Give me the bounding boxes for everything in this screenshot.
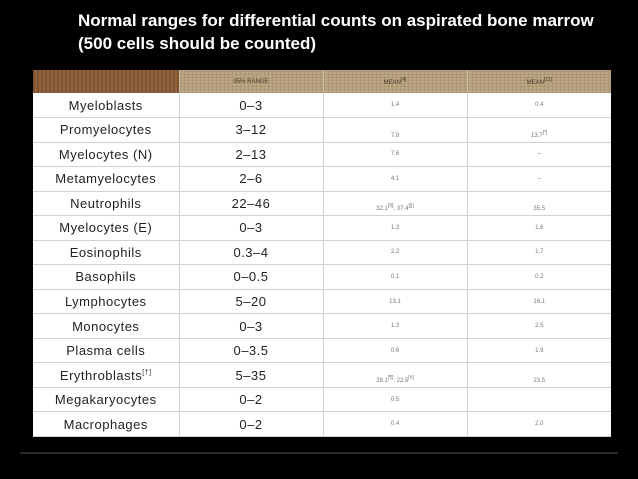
cell-range: 0–2 xyxy=(179,412,323,437)
cell-mean-b: 35.5 xyxy=(467,191,611,216)
table-row xyxy=(33,265,611,290)
cell-mean-a: 1.3 xyxy=(323,216,467,241)
cell-mean-b: 23.5 xyxy=(467,363,611,388)
cell-mean-b: 13.7[*] xyxy=(467,118,611,143)
table-row xyxy=(33,387,611,412)
cell-mean-a: 7.8 xyxy=(323,118,467,143)
slide-title: Normal ranges for differential counts on aspirated bone marrow (500 cells should be counted) xyxy=(78,11,594,53)
cell-range: 3–12 xyxy=(179,118,323,143)
cell-range: 0–3.5 xyxy=(179,338,323,363)
cell-name: Myeloblasts xyxy=(33,93,179,118)
table-header-row xyxy=(33,70,611,93)
cell-range: 0–3 xyxy=(179,314,323,339)
cell-name: Megakaryocytes xyxy=(33,387,179,412)
cell-name: Erythroblasts[†] xyxy=(33,363,179,388)
cell-name: Monocytes xyxy=(33,314,179,339)
cell-name: Promyelocytes xyxy=(33,118,179,143)
table-row xyxy=(33,216,611,241)
cell-name: Myelocytes (N) xyxy=(33,142,179,167)
cell-mean-b: 0.2 xyxy=(467,265,611,290)
table-row xyxy=(33,93,611,118)
cell-name: Macrophages xyxy=(33,412,179,437)
cell-name: Basophils xyxy=(33,265,179,290)
cell-name: Lymphocytes xyxy=(33,289,179,314)
cell-range: 0–2 xyxy=(179,387,323,412)
cell-range: 0–0.5 xyxy=(179,265,323,290)
cell-mean-a: 28.1[¶]; 22.5[#] xyxy=(323,363,467,388)
cell-mean-a: 0.4 xyxy=(323,412,467,437)
cell-range: 2–6 xyxy=(179,167,323,192)
differential-count-table xyxy=(33,70,611,437)
cell-range: 0–3 xyxy=(179,216,323,241)
cell-mean-b: 2.5 xyxy=(467,314,611,339)
cell-mean-a: 32.1[§]; 37.4[||] xyxy=(323,191,467,216)
cell-mean-b: 2.0 xyxy=(467,412,611,437)
cell-mean-a: 0.1 xyxy=(323,265,467,290)
cell-range: 0–3 xyxy=(179,93,323,118)
cell-mean-a: 13.1 xyxy=(323,289,467,314)
cell-range: 5–35 xyxy=(179,363,323,388)
cell-mean-b: 1.9 xyxy=(467,338,611,363)
table-row xyxy=(33,314,611,339)
table-row xyxy=(33,412,611,437)
cell-mean-a: 4.1 xyxy=(323,167,467,192)
cell-range: 2–13 xyxy=(179,142,323,167)
table-row xyxy=(33,118,611,143)
cell-name: Metamyelocytes xyxy=(33,167,179,192)
cell-mean-a: 1.3 xyxy=(323,314,467,339)
cell-mean-b xyxy=(467,387,611,412)
table-row xyxy=(33,289,611,314)
footer-divider xyxy=(20,452,618,454)
cell-mean-a: 0.6 xyxy=(323,338,467,363)
table-row xyxy=(33,240,611,265)
cell-mean-b: 1.6 xyxy=(467,216,611,241)
cell-mean-a: 0.5 xyxy=(323,387,467,412)
cell-mean-a: 2.2 xyxy=(323,240,467,265)
cell-range: 5–20 xyxy=(179,289,323,314)
cell-mean-b: 0.4 xyxy=(467,93,611,118)
cell-range: 22–46 xyxy=(179,191,323,216)
cell-name: Eosinophils xyxy=(33,240,179,265)
cell-mean-b: – xyxy=(467,167,611,192)
cell-range: 0.3–4 xyxy=(179,240,323,265)
cell-name: Neutrophils xyxy=(33,191,179,216)
cell-mean-a: 1.4 xyxy=(323,93,467,118)
table-row xyxy=(33,363,611,388)
cell-mean-b: 16.1 xyxy=(467,289,611,314)
header-mean-b: MEAN[11] xyxy=(467,70,611,93)
table-row xyxy=(33,338,611,363)
cell-mean-b: 1.7 xyxy=(467,240,611,265)
cell-mean-a: 7.6 xyxy=(323,142,467,167)
table-row xyxy=(33,191,611,216)
table-row xyxy=(33,142,611,167)
table-row xyxy=(33,167,611,192)
cell-mean-b: – xyxy=(467,142,611,167)
cell-name: Plasma cells xyxy=(33,338,179,363)
header-mean-a: MEAN[4] xyxy=(323,70,467,93)
header-corner-cell xyxy=(33,70,179,93)
cell-name: Myelocytes (E) xyxy=(33,216,179,241)
header-range: 95% RANGE xyxy=(179,70,323,93)
